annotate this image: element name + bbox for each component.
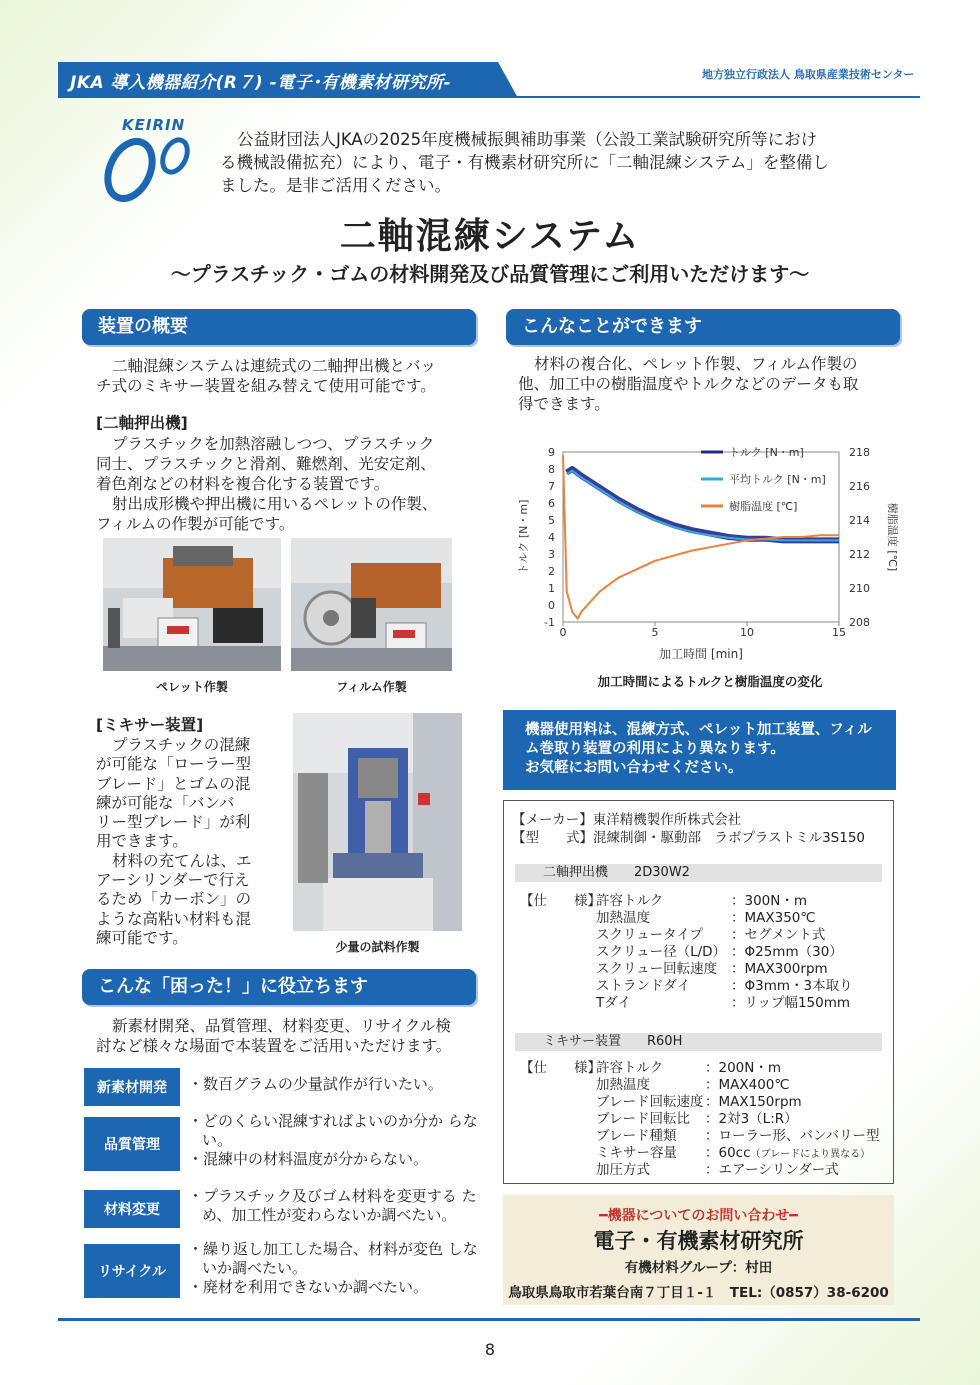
y-tick-label: 1	[548, 582, 555, 595]
organization-name: 地方独立行政法人 鳥取県産業技術センター	[702, 68, 915, 81]
x-tick-label: 0	[559, 626, 567, 639]
extruder-heading: [二軸押出機]	[96, 414, 188, 432]
tag-quality-text: ・どのくらい混練すればよいのか分か らない。 ・混練中の材料温度が分からない。	[188, 1112, 478, 1168]
pellet-production-photo	[103, 538, 281, 671]
y2-tick-label: 214	[849, 514, 870, 527]
legend-label-3: 樹脂温度 [℃]	[729, 500, 798, 513]
x-tick-label: 15	[832, 626, 846, 639]
fee-notice: 機器使用料は、混練方式、ペレット加工装置、フィル ム巻取り装置の利用により異なります。 お気軽にお問い合わせください。	[503, 710, 896, 790]
section-heading-overview: 装置の概要	[82, 309, 476, 345]
contact-heading: ━機器についてのお問い合わせ━	[599, 1208, 798, 1224]
film-production-photo	[291, 538, 452, 671]
y2-tick-label: 212	[849, 548, 870, 561]
y2-tick-label: 210	[849, 582, 870, 595]
x-axis-label: 加工時間 [min]	[659, 647, 743, 661]
spec-maker: 【メーカー】東洋精機製作所株式会社	[512, 812, 742, 828]
spec-model: 【型 式】混練制御・駆動部 ラボプラストミル3S150	[512, 830, 866, 846]
tag-quality: 品質管理	[84, 1117, 180, 1171]
y-tick-label: 4	[548, 531, 555, 544]
torque-temperature-chart	[505, 432, 905, 664]
mixer-heading: [ミキサー装置]	[96, 716, 204, 734]
y-tick-label: 9	[548, 446, 555, 459]
spec-mixer-values: ：200N・m ：MAX400℃ ：MAX150rpm ：2対3（L:R） ：ローラー形、バンバリー型 ：60cc（ブレードにより異なる） ：エアーシリンダー式	[705, 1060, 880, 1178]
spec-extruder-keys: 許容トルク 加熱温度 スクリュータイプ スクリュー径（L/D） スクリュー回転速度 ストランドダイ Tダイ	[596, 893, 727, 1011]
x-tick-label: 5	[651, 626, 659, 639]
pellet-caption: ペレット作製	[156, 680, 228, 694]
section-heading-can-do: こんなことができます	[506, 309, 900, 345]
spec-extruder-label: 【仕 様】	[520, 893, 601, 909]
page-number: 8	[484, 1340, 496, 1359]
y-tick-label: 2	[548, 565, 555, 578]
spec-extruder-values: ：300N・m ：MAX350℃ ：セグメント式 ：Φ25mm（30） ：MAX300rpm ：Φ3mm・3本取り ：リップ幅150mm	[731, 893, 853, 1011]
mixer-text: プラスチックの混練 が可能な「ローラー型 ブレード」とゴムの混 練が可能な「バンバ リー型ブレード」が利 用できます。 材料の充てんは、エ アーシリンダーで行え るため「カーボン」の ような高粘い材料も混 練可能です。	[96, 736, 252, 947]
contact-address: 鳥取県鳥取市若葉台南７丁目１-１ TEL:（0857）38-6200	[508, 1285, 889, 1301]
extruder-text: プラスチックを加熱溶融しつつ、プラスチック 同士、プラスチックと滑剤、難燃剤、光安定剤、 着色剤などの材料を複合化する装置です。 射出成形機や押出機に用いるペレットの作製、 フィルムの作製が可能です。	[96, 435, 438, 533]
tag-new-material-text: ・数百グラムの少量試作が行いたい。	[188, 1075, 443, 1093]
y-tick-label: 7	[548, 480, 555, 493]
page-title: 二軸混練システム	[339, 216, 641, 257]
mixer-caption: 少量の試料作製	[335, 940, 420, 954]
y-tick-label: 5	[548, 514, 555, 527]
y-tick-label: 6	[548, 497, 555, 510]
y2-axis-label: 樹脂温度 [℃]	[886, 502, 899, 572]
tag-recycle-text: ・繰り返し加工した場合、材料が変色 しないか調べたい。 ・廃材を利用できないか調べたい。	[188, 1240, 478, 1296]
contact-lab: 電子・有機素材研究所	[593, 1229, 804, 1253]
header-rule	[58, 96, 920, 98]
chart-caption: 加工時間によるトルクと樹脂温度の変化	[597, 674, 823, 689]
tag-recycle: リサイクル	[84, 1244, 180, 1298]
y-tick-label: 0	[548, 599, 555, 612]
film-caption: フィルム作製	[336, 680, 407, 694]
spec-mixer-keys: 許容トルク 加熱温度 ブレード回転速度 ブレード回転比 ブレード種類 ミキサー容量 加圧方式	[596, 1060, 704, 1178]
page-subtitle: ～プラスチック・ゴムの材料開発及び品質管理にご利用いただけます～	[170, 262, 810, 286]
spec-extruder-bar: 二軸押出機 2D30W2	[515, 864, 882, 882]
y-tick-label: 3	[548, 548, 555, 561]
x-tick-label: 10	[740, 626, 754, 639]
header-title: JKA 導入機器紹介(R７) -電子･有機素材研究所-	[70, 73, 452, 93]
y-tick-label: 8	[548, 463, 555, 476]
y2-tick-label: 208	[849, 616, 870, 629]
footer-rule	[58, 1318, 920, 1321]
tag-material-change-text: ・プラスチック及びゴム材料を変更する ため、加工性が変わらないか調べたい。	[188, 1187, 477, 1224]
spec-mixer-bar: ミキサー装置 R60H	[515, 1033, 882, 1051]
y-tick-label: -1	[544, 616, 555, 629]
can-do-text: 材料の複合化、ペレット作製、フィルム作製の 他、加工中の樹脂温度やトルクなどのデータも取 得できます。	[518, 355, 859, 413]
keirin-logo-text: KEIRIN	[122, 116, 186, 134]
contact-group: 有機材料グループ：村田	[624, 1260, 773, 1276]
y2-tick-label: 216	[849, 480, 870, 493]
y-axis-label: トルク [N・m]	[517, 499, 530, 575]
overview-text: 二軸混練システムは連続式の二軸押出機とバッ チ式のミキサー装置を組み替えて使用可能です。	[96, 357, 436, 395]
contact-box	[503, 1195, 894, 1305]
keirin-logo-icon	[100, 132, 200, 202]
mixer-photo	[293, 713, 462, 931]
legend-label-1: トルク [N・m]	[729, 446, 804, 459]
intro-paragraph: 公益財団法人JKAの2025年度機械振興補助事業（公設工業試験研究所等におけ る機械設備拡充）により、電子・有機素材研究所に「二軸混練システム」を整備し ました。是非ご活用ください。	[220, 130, 829, 195]
y2-tick-label: 218	[849, 446, 870, 459]
tag-material-change: 材料変更	[84, 1190, 180, 1228]
spec-mixer-label: 【仕 様】	[520, 1060, 601, 1076]
tag-new-material: 新素材開発	[84, 1068, 180, 1106]
section-heading-help: こんな「困った！」に役立ちます	[82, 969, 476, 1005]
help-intro: 新素材開発、品質管理、材料変更、リサイクル検 討など様々な場面で本装置をご活用いただけます。	[96, 1017, 452, 1055]
legend-label-2: 平均トルク [N・m]	[729, 473, 826, 486]
